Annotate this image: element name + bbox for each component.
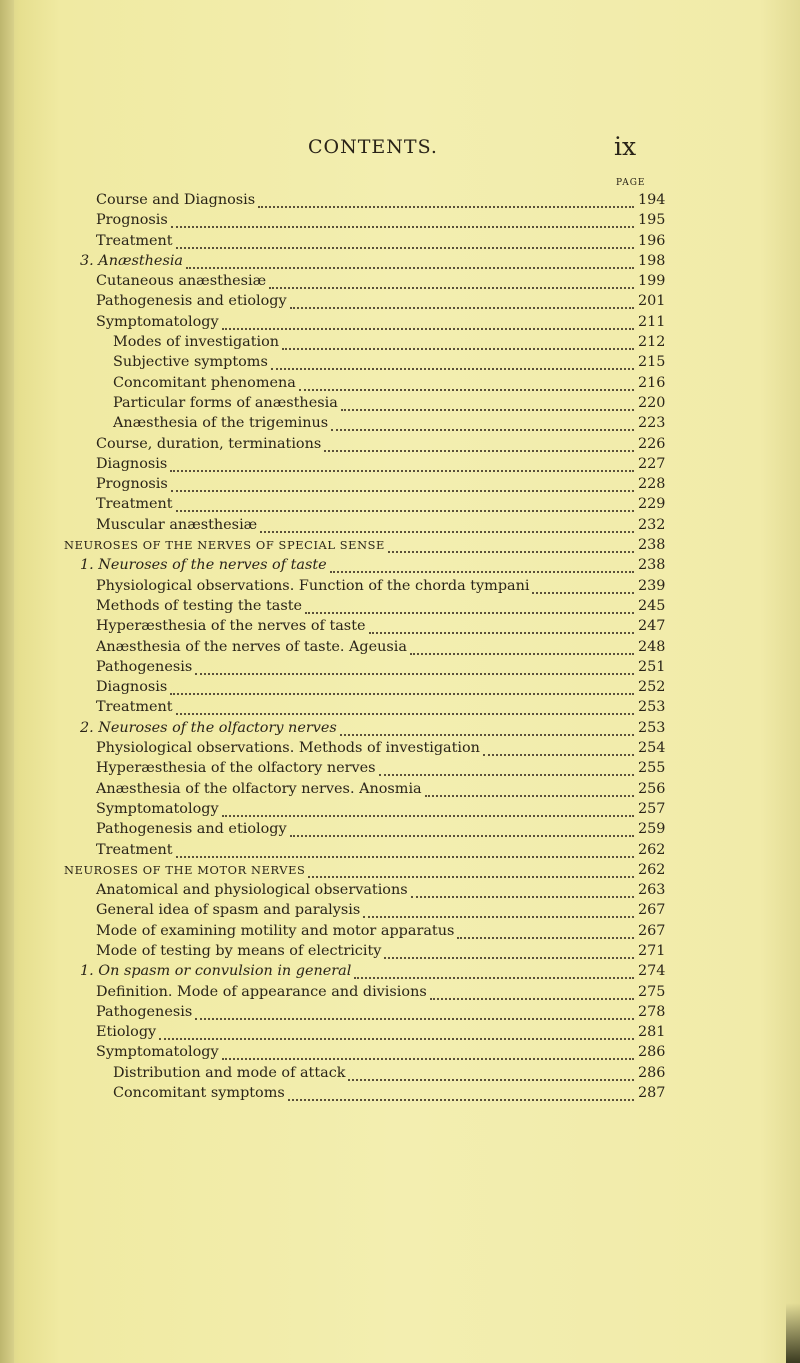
toc-entry-page: 194 (638, 192, 666, 208)
toc-entry-page: 251 (638, 658, 666, 675)
toc-entry-page: 215 (638, 354, 666, 371)
dot-leader (340, 714, 634, 736)
toc-entry-page: 275 (638, 983, 666, 1000)
dot-leader (483, 734, 634, 756)
dot-leader (170, 450, 634, 472)
dot-leader (271, 348, 634, 370)
toc-entry-page: 238 (638, 557, 666, 574)
dot-leader (290, 287, 634, 309)
toc-entry-title: Mode of testing by means of electricity (96, 942, 382, 959)
toc-entry-page: 286 (638, 1064, 666, 1081)
toc-entry-page: 211 (638, 313, 666, 330)
dot-leader (170, 673, 634, 695)
dot-leader (222, 1038, 634, 1060)
toc-entry-page: 274 (638, 963, 666, 980)
toc-entry-title: Pathogenesis and etiology (96, 821, 287, 838)
dot-leader (186, 247, 634, 269)
toc-entry-title: Modes of investigation (113, 334, 280, 351)
toc-entry-page: 226 (638, 435, 666, 452)
dot-leader (369, 612, 634, 634)
toc-entry-title: Physiological observations. Function of the chorda tympani (96, 577, 530, 594)
running-head (0, 132, 800, 166)
toc-entry-page: 198 (638, 252, 666, 269)
dot-leader (388, 531, 634, 553)
toc-entry-title: Concomitant symptoms (113, 1085, 285, 1102)
dot-leader (430, 978, 634, 1000)
toc-entry-title: NEUROSES OF THE MOTOR NERVES (64, 862, 306, 877)
dot-leader (425, 775, 634, 797)
toc-entry-page: 195 (638, 212, 666, 229)
toc-entry-title: Anæsthesia of the nerves of taste. Ageusia (96, 638, 407, 655)
toc-entry-title: 3. Anæsthesia (80, 252, 184, 269)
toc-entry-title: Prognosis (96, 476, 168, 493)
dot-leader (288, 1079, 634, 1101)
toc-entry-title: General idea of spasm and paralysis (96, 902, 361, 919)
dot-leader (171, 470, 634, 492)
page-corner-shadow (786, 1303, 800, 1363)
toc-entry-page: 245 (638, 597, 666, 614)
toc-entry-title: Treatment (96, 496, 173, 513)
dot-leader (299, 369, 634, 391)
toc-entry-page: 254 (638, 740, 666, 757)
toc-entry-page: 232 (638, 516, 666, 533)
dot-leader (260, 511, 634, 533)
toc-entry-page: 263 (638, 882, 666, 899)
toc-entry-page: 281 (638, 1024, 666, 1041)
toc-entry-page: 253 (638, 719, 666, 736)
toc-entry-page: 255 (638, 760, 666, 777)
dot-leader (176, 490, 634, 512)
toc-entry-page: 262 (638, 861, 666, 878)
table-of-contents (0, 190, 800, 1103)
page-number: ix (614, 132, 637, 161)
dot-leader (258, 186, 634, 208)
dot-leader (176, 836, 634, 858)
dot-leader (330, 551, 634, 573)
toc-entry-title: Etiology (96, 1024, 157, 1041)
toc-entry-page: 267 (638, 922, 666, 939)
toc-entry (0, 718, 800, 738)
toc-entry-page: 201 (638, 293, 666, 310)
toc-entry-page: 271 (638, 942, 666, 959)
dot-leader (457, 917, 634, 939)
toc-entry-title: Symptomatology (96, 1044, 219, 1061)
dot-leader (290, 815, 634, 837)
toc-entry-page: 256 (638, 780, 666, 797)
toc-entry-title: Particular forms of anæsthesia (113, 394, 338, 411)
toc-entry-title: Mode of examining motility and motor apparatus (96, 922, 455, 939)
toc-entry-page: 257 (638, 800, 666, 817)
toc-entry-page: 238 (638, 537, 666, 554)
toc-entry-page: 220 (638, 394, 666, 411)
dot-leader (176, 693, 634, 715)
toc-entry-title: 1. On spasm or convulsion in general (80, 963, 352, 980)
toc-entry-page: 247 (638, 618, 666, 635)
toc-entry (0, 555, 800, 575)
dot-leader (305, 592, 634, 614)
toc-entry-page: 216 (638, 374, 666, 391)
toc-entry-title: Treatment (96, 841, 173, 858)
toc-entry-title: Treatment (96, 232, 173, 249)
dot-leader (384, 937, 634, 959)
toc-entry-title: Course, duration, terminations (96, 435, 322, 452)
dot-leader (348, 1059, 634, 1081)
dot-leader (379, 754, 634, 776)
toc-entry (0, 758, 800, 778)
toc-entry-title: Muscular anæsthesiæ (96, 516, 258, 533)
toc-entry-page: 196 (638, 232, 666, 249)
toc-entry-page: 262 (638, 841, 666, 858)
toc-entry-page: 286 (638, 1044, 666, 1061)
toc-entry-title: Course and Diagnosis (96, 192, 256, 208)
dot-leader (222, 795, 634, 817)
toc-entry-page: 212 (638, 334, 666, 351)
toc-entry-title: Hyperæsthesia of the nerves of taste (96, 618, 366, 635)
toc-entry-page: 267 (638, 902, 666, 919)
toc-entry-title: Subjective symptoms (113, 354, 268, 371)
running-title: CONTENTS. (308, 136, 438, 158)
dot-leader (222, 308, 634, 330)
dot-leader (176, 227, 634, 249)
dot-leader (341, 389, 634, 411)
page-column-label: PAGE (616, 178, 646, 188)
toc-entry-title: Diagnosis (96, 679, 168, 696)
toc-entry-title: Distribution and mode of attack (113, 1064, 346, 1081)
toc-entry (0, 961, 800, 981)
dot-leader (532, 572, 634, 594)
toc-entry-page: 228 (638, 476, 666, 493)
dot-leader (171, 206, 634, 228)
toc-entry-title: Prognosis (96, 212, 168, 229)
dot-leader (331, 409, 634, 431)
toc-entry (0, 1083, 800, 1103)
dot-leader (195, 998, 634, 1020)
dot-leader (159, 1018, 634, 1040)
toc-entry-page: 223 (638, 415, 666, 432)
dot-leader (282, 328, 634, 350)
dot-leader (308, 856, 634, 878)
toc-entry-title: Anatomical and physiological observations (96, 882, 408, 899)
toc-entry-title: Hyperæsthesia of the olfactory nerves (96, 760, 376, 777)
dot-leader (324, 430, 634, 452)
dot-leader (269, 267, 634, 289)
toc-entry-page: 259 (638, 821, 666, 838)
toc-entry-title: Anæsthesia of the trigeminus (113, 415, 329, 432)
toc-entry-page: 199 (638, 273, 666, 290)
toc-entry-page: 253 (638, 699, 666, 716)
dot-leader (195, 653, 634, 675)
dot-leader (410, 633, 634, 655)
toc-entry-title: Pathogenesis and etiology (96, 293, 287, 310)
toc-entry-page: 248 (638, 638, 666, 655)
toc-entry-title: Methods of testing the taste (96, 597, 303, 614)
toc-entry-title: Concomitant phenomena (113, 374, 296, 391)
toc-entry-title: Anæsthesia of the olfactory nerves. Anosmia (96, 780, 422, 797)
toc-entry-title: Pathogenesis (96, 1003, 193, 1020)
toc-entry-title: Treatment (96, 699, 173, 716)
toc-entry (0, 616, 800, 636)
toc-entry-title: Symptomatology (96, 313, 219, 330)
toc-entry-page: 227 (638, 455, 666, 472)
toc-entry-page: 287 (638, 1085, 666, 1102)
toc-entry-title: Diagnosis (96, 455, 168, 472)
dot-leader (363, 896, 634, 918)
toc-entry (0, 900, 800, 920)
toc-entry-title: Symptomatology (96, 800, 219, 817)
toc-entry-page: 229 (638, 496, 666, 513)
toc-entry-page: 278 (638, 1003, 666, 1020)
toc-entry-title: 1. Neuroses of the nerves of taste (80, 557, 327, 574)
dot-leader (411, 876, 634, 898)
toc-entry-page: 239 (638, 577, 666, 594)
dot-leader (354, 957, 634, 979)
toc-entry-title: Physiological observations. Methods of investigation (96, 740, 480, 757)
toc-entry-title: 2. Neuroses of the olfactory nerves (80, 719, 337, 736)
toc-entry (0, 860, 800, 880)
toc-entry-title: Cutaneous anæsthesiæ (96, 273, 267, 290)
toc-entry-page: 252 (638, 679, 666, 696)
toc-entry-title: NEUROSES OF THE NERVES OF SPECIAL SENSE (64, 538, 385, 553)
toc-entry-title: Definition. Mode of appearance and divisions (96, 983, 427, 1000)
toc-entry-title: Pathogenesis (96, 658, 193, 675)
